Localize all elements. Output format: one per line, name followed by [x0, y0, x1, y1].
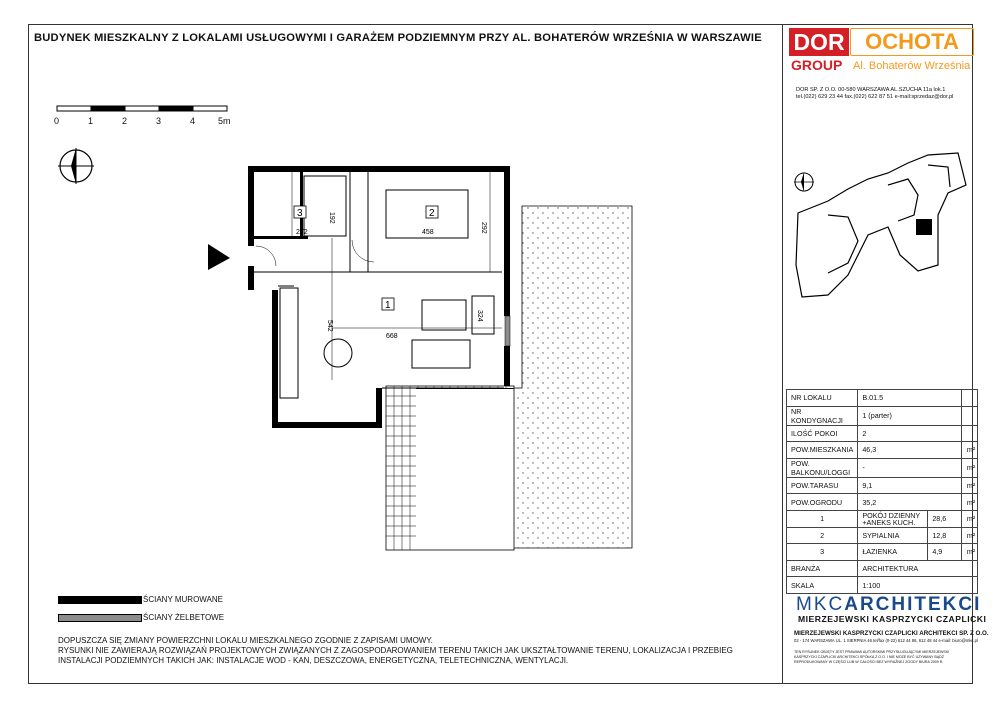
- info-row: [787, 390, 978, 407]
- room-area: 4,9: [928, 544, 962, 561]
- footer-value: ARCHITEKTURA: [858, 560, 978, 577]
- room-area: 28,6: [928, 510, 962, 527]
- room-number-3: 3: [297, 208, 303, 219]
- dimension-292: 292: [480, 222, 487, 234]
- room-row: [787, 510, 978, 527]
- scale-label-4: 4: [190, 116, 196, 126]
- concrete-wall-east: [505, 316, 510, 346]
- note-line-3: INSTALACJI PODZIEMNYCH TAKICH JAK: INSTALACJE WOD - KAN, DESZCZOWA, ENERGETYCZNA, TELETECHNICZNA, WENTYLACJI.: [58, 656, 569, 665]
- info-unit: m²: [962, 458, 978, 477]
- room-unit: m²: [962, 510, 978, 527]
- info-unit: m²: [962, 477, 978, 494]
- footer-label: SKALA: [787, 577, 858, 594]
- info-row: [787, 477, 978, 494]
- dimension-192: 192: [328, 212, 335, 224]
- mkc-company: MIERZEJEWSKI KASPRZYCKI CZAPLICKI ARCHITEKCI SP. Z O.O.: [794, 630, 989, 637]
- footer-value: 1:100: [858, 577, 978, 594]
- room-row: [787, 544, 978, 561]
- info-label: POW.TARASU: [787, 477, 858, 494]
- info-label: POW.MIESZKANIA: [787, 442, 858, 459]
- mkc-brand-b: ARCHITEKCI: [844, 594, 982, 615]
- footer-row: [787, 560, 978, 577]
- note-line-2: RYSUNKI NIE ZAWIERAJĄ ROZWIĄZAŃ PROJEKTOWYCH ZWIĄZANYCH Z ZAGOSPODAROWANIEM TERENU TAKICH JAK UKSZTAŁTOWANIE TERENU, LOKALIZACJA I PRZEBIEG: [58, 646, 733, 655]
- entrance-arrow-icon: [208, 244, 230, 270]
- logo-subtitle: Al. Bohaterów Września: [853, 60, 971, 72]
- room-name: ŁAZIENKA: [858, 544, 928, 561]
- info-value: 2: [858, 425, 962, 442]
- scale-bar: [56, 104, 236, 116]
- room-no: 3: [787, 544, 858, 561]
- info-value: 9,1: [858, 477, 962, 494]
- info-value: 1 (parter): [858, 406, 962, 425]
- mkc-address: 02 - 174 WARSZAWA UL. 1 SIERPNIA 46 tel/fax (0-22) 612 44 86, 612 48 44 e-mail: biuro@mkc.pl: [794, 638, 978, 643]
- note-line-1: DOPUSZCZA SIĘ ZMIANY POWIERZCHNI LOKALU MIESZKALNEGO ZGODNIE Z ZAPISAMI UMOWY.: [58, 636, 433, 645]
- scale-label-1: 1: [88, 116, 94, 126]
- info-value: -: [858, 458, 962, 477]
- apartment-info-table: [786, 389, 978, 594]
- page-title: BUDYNEK MIESZKALNY Z LOKALAMI USŁUGOWYMI I GARAŻEM PODZIEMNYM PRZY AL. BOHATERÓW WRZEŚNIA W WARSZAWIE: [34, 32, 762, 44]
- title-block-divider: [782, 24, 783, 684]
- logo-ochota: OCHOTA: [850, 28, 974, 56]
- contact-phone: tel.(022) 629 23 44 fax.(022) 622 87 51 e-mail:sprzedaz@dor.pl: [796, 94, 954, 100]
- info-value: 46,3: [858, 442, 962, 459]
- info-unit: [962, 425, 978, 442]
- mkc-subtitle: MIERZEJEWSKI KASPRZYCKI CZAPLICKI: [798, 614, 987, 624]
- info-label: ILOŚĆ POKOI: [787, 425, 858, 442]
- scale-label-2: 2: [122, 116, 128, 126]
- footer-row: [787, 577, 978, 594]
- room-number-2: 2: [429, 208, 435, 219]
- info-unit: m²: [962, 442, 978, 459]
- logo-dor: DOR: [789, 28, 849, 56]
- scale-label-5: 5m: [218, 116, 231, 126]
- room-name: POKÓJ DZIENNY +ANEKS KUCH.: [858, 510, 928, 527]
- room-area: 12,8: [928, 527, 962, 544]
- info-unit: [962, 406, 978, 425]
- info-label: NR KONDYGNACJI: [787, 406, 858, 425]
- info-label: POW.OGRODU: [787, 494, 858, 511]
- dimension-272: 272: [296, 229, 308, 236]
- room-name: SYPIALNIA: [858, 527, 928, 544]
- dimension-668: 668: [386, 333, 398, 340]
- dimension-542: 542: [326, 320, 333, 332]
- info-row: [787, 425, 978, 442]
- info-label: POW. BALKONU/LOGGI: [787, 458, 858, 477]
- logo-group: GROUP: [791, 57, 843, 73]
- info-unit: m²: [962, 494, 978, 511]
- info-value: 35,2: [858, 494, 962, 511]
- room-no: 1: [787, 510, 858, 527]
- floor-plan: [200, 160, 650, 560]
- info-row: [787, 406, 978, 425]
- contact-address: DOR SP. Z O.O. 00-580 WARSZAWA AL.SZUCHA 11a lok.1: [796, 87, 946, 93]
- legend-masonry-swatch: [58, 596, 142, 604]
- mkc-logo: [796, 594, 981, 616]
- info-value: B.01.5: [858, 390, 962, 407]
- info-row: [787, 442, 978, 459]
- dimension-324: 324: [476, 310, 483, 322]
- info-row: [787, 494, 978, 511]
- room-no: 2: [787, 527, 858, 544]
- legend-masonry-label: ŚCIANY MUROWANE: [143, 595, 224, 604]
- info-row: [787, 458, 978, 477]
- info-unit: [962, 390, 978, 407]
- site-key-plan: [788, 145, 970, 307]
- north-arrow-icon: [55, 145, 97, 187]
- room-unit: m²: [962, 527, 978, 544]
- scale-label-3: 3: [156, 116, 162, 126]
- scale-label-0: 0: [54, 116, 60, 126]
- legend-concrete-label: ŚCIANY ŻELBETOWE: [143, 613, 225, 622]
- info-label: NR LOKALU: [787, 390, 858, 407]
- mkc-copyright: TEN RYSUNEK OBJĘTY JEST PRAWAMI AUTORSKIMI PRZYSŁUGUJĄCYMI MIERZEJEWSKI KASPRZYCKI CZAPLICKI ARCHITEKCI SPÓŁKA Z O.O. I NIE MOŻE BYĆ UŻYWANY BĄDŹ REPRODUKOWANY W CZĘŚCI LUB W CAŁOŚCI BEZ WYRAŹNEJ ZGODY BIURA 2009 R.: [794, 650, 950, 664]
- dimension-458: 458: [422, 229, 434, 236]
- footer-label: BRANŻA: [787, 560, 858, 577]
- legend-concrete-swatch: [58, 614, 142, 622]
- terrace-deck: [386, 386, 514, 550]
- mkc-brand-a: MKC: [796, 594, 845, 615]
- room-number-1: 1: [385, 300, 391, 311]
- room-row: [787, 527, 978, 544]
- room-unit: m²: [962, 544, 978, 561]
